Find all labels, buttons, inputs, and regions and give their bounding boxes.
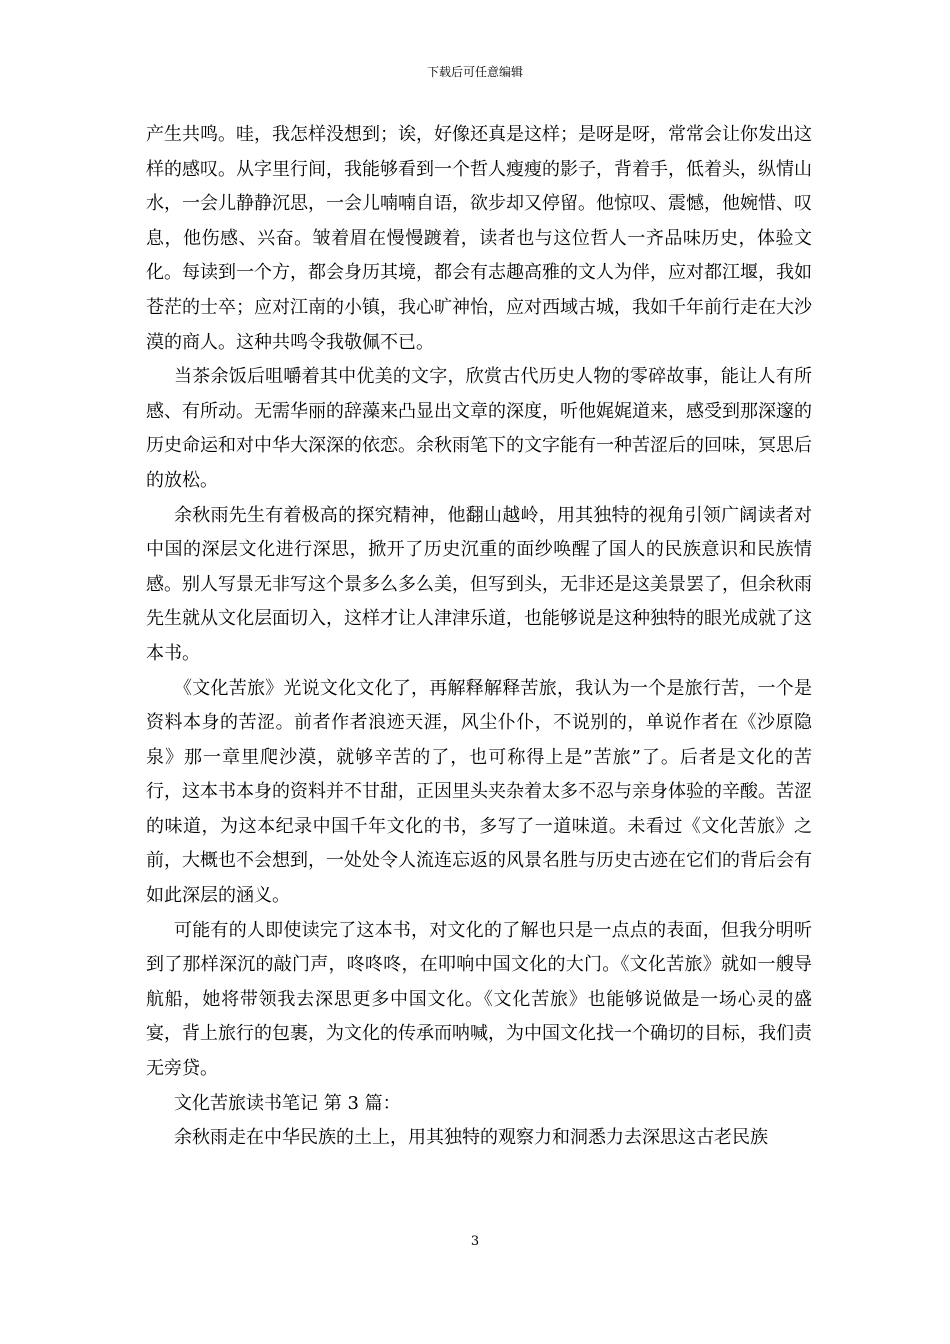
paragraph: 可能有的人即使读完了这本书，对文化的了解也只是一点点的表面，但我分明听到了那样深沉的敲门声，咚咚咚，在叩响中国文化的大门。《文化苦旅》就如一艘导航船，她将带领我去深思更多中国文化。《文化苦旅》也能够说做是一场心灵的盛宴，背上旅行的包裹，为文化的传承而呐喊，为中国文化找一个确切的目标，我们责无旁贷。 [146, 919, 812, 1080]
paragraph: 余秋雨走在中华民族的土上，用其独特的观察力和洞悉力去深思这古老民族 [174, 1127, 768, 1149]
document-body [146, 118, 812, 1156]
page-number [0, 1234, 950, 1250]
page-header [0, 64, 950, 80]
header-note: 下载后可任意编辑 [426, 65, 523, 79]
paragraph-continued: 产生共鸣。哇，我怎样没想到；诶，好像还真是这样；是呀是呀，常常会让你发出这样的感叹。从字里行间，我能够看到一个哲人瘦瘦的影子，背着手，低着头，纵情山水，一会儿静静沉思，一会儿喃喃自语，欲步却又停留。他惊叹、震憾，他婉惜、叹息，他伤感、兴奋。皱着眉在慢慢踱着，读者也与这位哲人一齐品味历史，体验文化。每读到一个方，都会身历其境，都会有志趣高雅的文人为伴，应对都江堰，我如苍茫的士卒；应对江南的小镇，我心旷神怡，应对西域古城，我如千年前行走在大沙漠的商人。这种共鸣令我敬佩不已。 [146, 124, 812, 353]
page-number-value: 3 [470, 1234, 480, 1249]
paragraph: 《文化苦旅》光说文化文化了，再解释解释苦旅，我认为一个是旅行苦，一个是资料本身的苦涩。前者作者浪迹天涯，风尘仆仆，不说别的，单说作者在《沙原隐泉》那一章里爬沙漠，就够辛苦的了，也可称得上是”苦旅”了。后者是文化的苦行，这本书本身的资料并不甘甜，正因里头夹杂着太多不忍与亲身体验的辛酸。苦涩的味道，为这本纪录中国千年文化的书，多写了一道味道。未看过《文化苦旅》之前，大概也不会想到，一处处令人流连忘返的风景名胜与历史古迹在它们的背后会有如此深层的涵义。 [146, 677, 812, 907]
paragraph: 当茶余饭后咀嚼着其中优美的文字，欣赏古代历史人物的零碎故事，能让人有所感、有所动。无需华丽的辞藻来凸显出文章的深度，听他娓娓道来，感受到那深邃的历史命运和对中华大深深的依恋。余秋雨笔下的文字能有一种苦涩后的回味，冥思后的放松。 [146, 366, 812, 491]
section-heading: 文化苦旅读书笔记 第 3 篇： [174, 1092, 401, 1114]
paragraph: 余秋雨先生有着极高的探究精神，他翻山越岭，用其独特的视角引领广阔读者对中国的深层文化进行深思，掀开了历史沉重的面纱唤醒了国人的民族意识和民族情感。别人写景无非写这个景多么多么美，但写到头，无非还是这美景罢了，但余秋雨先生就从文化层面切入，这样才让人津津乐道，也能够说是这种独特的眼光成就了这本书。 [146, 504, 812, 664]
